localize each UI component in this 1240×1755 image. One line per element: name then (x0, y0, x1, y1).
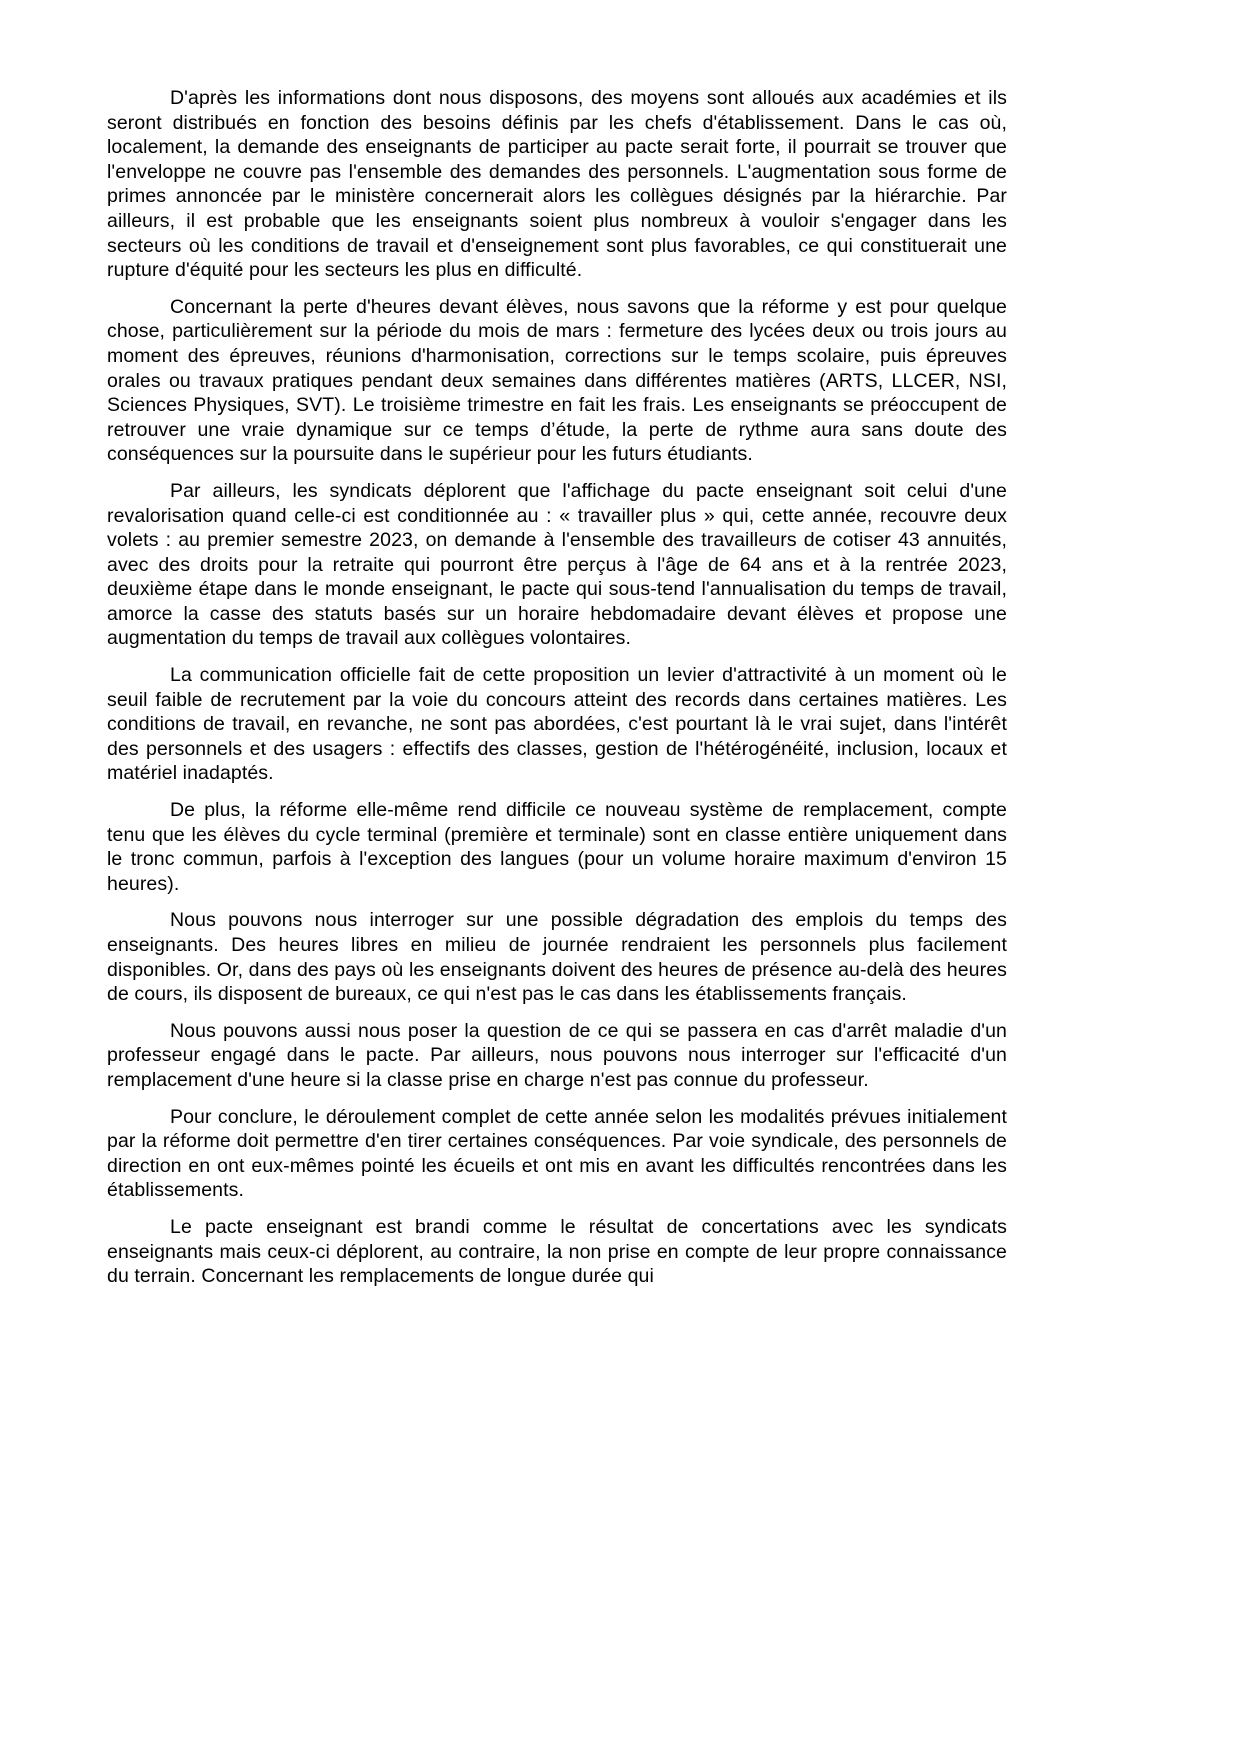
paragraph-emplois-du-temps: Nous pouvons nous interroger sur une possible dégradation des emplois du temps des enseignants. Des heures libres en milieu de journée rendraient les personnels plus facilement disponibles. Or, dans des pays où les enseignants doivent des heures de présence au-delà des heures de cours, ils disposent de bureaux, ce qui n'est pas le cas dans les établissements français. (107, 909, 1007, 1006)
paragraph-arret-maladie: Nous pouvons aussi nous poser la question de ce qui se passera en cas d'arrêt maladie d'un professeur engagé dans le pacte. Par ailleurs, nous pouvons nous interroger sur l'efficacité d'un remplacement d'une heure si la classe prise en charge n'est pas connue du professeur. (107, 1019, 1007, 1091)
paragraph-pacte-concertations: Le pacte enseignant est brandi comme le résultat de concertations avec les syndicats enseignants mais ceux-ci déplorent, au contraire, la non prise en compte de leur propre connaissance du terrain. Concernant les remplacements de longue durée qui (107, 1215, 1007, 1288)
paragraph-allocation-moyens: D'après les informations dont nous disposons, des moyens sont alloués aux académies et ils seront distribués en fonction des besoins définis par les chefs d'établissement. Dans le cas où, localement, la demande des enseignants de participer au pacte serait forte, il pourrait se trouver que l'enveloppe ne couvre pas l'ensemble des demandes des personnels. L'augmentation sous forme de primes annoncée par le ministère concernerait alors les collègues désignés par la hiérarchie. Par ailleurs, il est probable que les enseignants soient plus nombreux à vouloir s'engager dans les secteurs où les conditions de travail et d'enseignement sont plus favorables, ce qui constituerait une rupture d'équité pour les secteurs les plus en difficulté. (107, 87, 1007, 282)
paragraph-perte-heures: Concernant la perte d'heures devant élèves, nous savons que la réforme y est pour quelque chose, particulièrement sur la période du mois de mars : fermeture des lycées deux ou trois jours au moment des épreuves, réunions d'harmonisation, corrections sur le temps scolaire, puis épreuves orales ou travaux pratiques pendant deux semaines dans différentes matières (ARTS, LLCER, NSI, Sciences Physiques, SVT). Le troisième trimestre en fait les frais. Les enseignants se préoccupent de retrouver une vraie dynamique sur ce temps d’étude, la perte de rythme aura sans doute des conséquences sur la poursuite dans le supérieur pour les futurs étudiants. (107, 295, 1007, 466)
paragraph-conclusion: Pour conclure, le déroulement complet de cette année selon les modalités prévues initialement par la réforme doit permettre d'en tirer certaines conséquences. Par voie syndicale, des personnels de direction en ont eux-mêmes pointé les écueils et ont mis en avant les difficultés rencontrées dans les établissements. (107, 1105, 1007, 1202)
paragraph-syndicats-revalorisation: Par ailleurs, les syndicats déplorent que l'affichage du pacte enseignant soit celui d'une revalorisation quand celle-ci est conditionnée au : « travailler plus » qui, cette année, recouvre deux volets : au premier semestre 2023, on demande à l'ensemble des travailleurs de cotiser 43 annuités, avec des droits pour la retraite qui pourront être perçus à l'âge de 64 ans et à la rentrée 2023, deuxième étape dans le monde enseignant, le pacte qui sous-tend l'annualisation du temps de travail, amorce la casse des statuts basés sur un horaire hebdomadaire devant élèves et propose une augmentation du temps de travail aux collègues volontaires. (107, 479, 1007, 650)
paragraph-communication-officielle: La communication officielle fait de cette proposition un levier d'attractivité à un moment où le seuil faible de recrutement par la voie du concours atteint des records dans certaines matières. Les conditions de travail, en revanche, ne sont pas abordées, c'est pourtant là le vrai sujet, dans l'intérêt des personnels et des usagers : effectifs des classes, gestion de l'hétérogénéité, inclusion, locaux et matériel inadaptés. (107, 664, 1007, 785)
paragraph-reforme-remplacement: De plus, la réforme elle-même rend difficile ce nouveau système de remplacement, compte tenu que les élèves du cycle terminal (première et terminale) sont en classe entière uniquement dans le tronc commun, parfois à l'exception des langues (pour un volume horaire maximum d'environ 15 heures). (107, 799, 1007, 895)
